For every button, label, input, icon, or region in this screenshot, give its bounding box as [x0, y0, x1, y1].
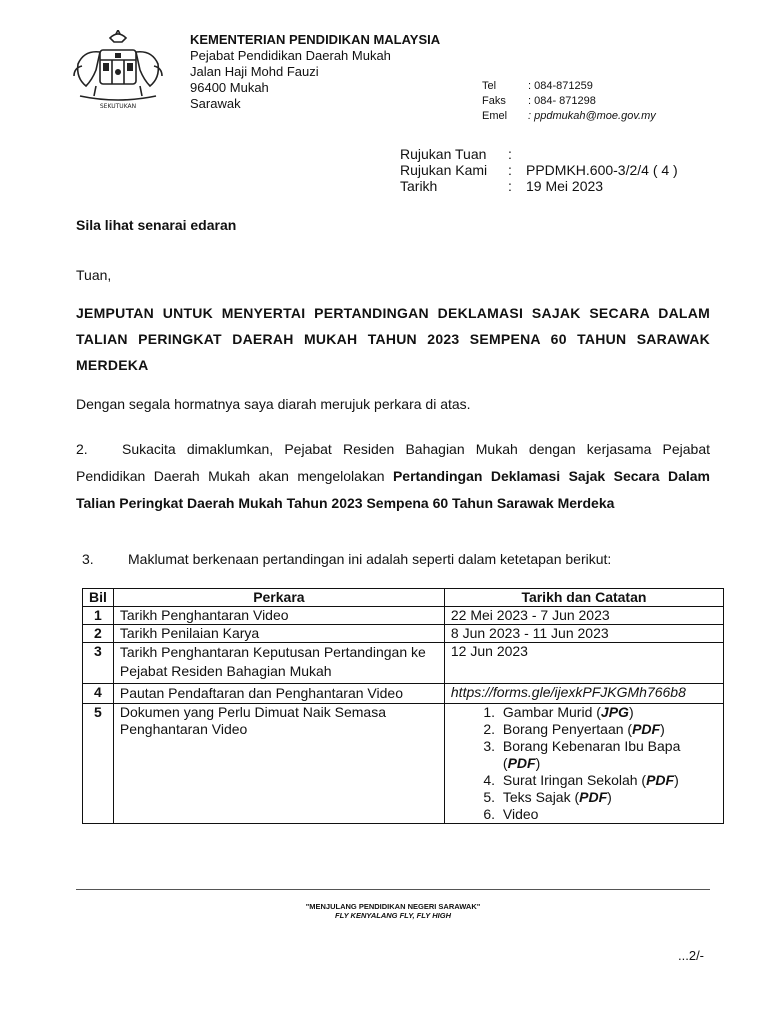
- list-item: 2. Borang Penyertaan (PDF): [499, 721, 717, 738]
- row-item: Tarikh Penilaian Karya: [113, 625, 444, 643]
- row-item: Tarikh Penghantaran Video: [113, 607, 444, 625]
- office-name: Pejabat Pendidikan Daerah Mukah: [190, 48, 391, 63]
- contact-label: Tel: [482, 80, 497, 92]
- footer-motto: [76, 902, 710, 920]
- paragraph-number: 2.: [76, 441, 88, 457]
- row-number: 5: [83, 704, 114, 824]
- page-continuation: ...2/-: [678, 948, 705, 963]
- document-name: Video: [502, 806, 539, 822]
- recipient-line: Sila lihat senarai edaran: [76, 217, 237, 233]
- table-row: [83, 607, 724, 625]
- table-row: [83, 704, 724, 824]
- list-item: 1. Gambar Murid (JPG): [499, 704, 717, 721]
- email-link[interactable]: : ppdmukah@moe.gov.my: [528, 110, 656, 122]
- reference-row: [400, 178, 678, 194]
- reference-label: Rujukan Kami: [400, 162, 488, 178]
- footer-divider: [76, 889, 710, 890]
- row-item: Pautan Pendaftaran dan Penghantaran Video: [113, 684, 444, 704]
- list-item: 3. Borang Kebenaran Ibu Bapa (PDF): [499, 738, 717, 772]
- paragraph-bold-text: Pertandingan Deklamasi Sajak Secara Dalam Talian Peringkat Daerah Mukah Tahun 2023 Sempena 60 Tahun Sarawak Merdeka: [76, 468, 710, 511]
- address-line: Sarawak: [190, 96, 241, 111]
- column-header-perkara: Perkara: [113, 589, 444, 607]
- ministry-name: KEMENTERIAN PENDIDIKAN MALAYSIA: [190, 32, 441, 47]
- list-item: 5. Teks Sajak (PDF): [499, 789, 717, 806]
- contact-row: [482, 109, 656, 124]
- row-number: 4: [83, 684, 114, 704]
- salutation: Tuan,: [76, 267, 112, 283]
- paragraph-text: Maklumat berkenaan pertandingan ini adalah seperti dalam ketetapan berikut:: [128, 551, 612, 567]
- reference-row: [400, 146, 678, 162]
- contact-label: Faks: [482, 95, 506, 107]
- table-row: [83, 625, 724, 643]
- document-name: Gambar Murid: [502, 704, 593, 720]
- reference-label: Tarikh: [400, 178, 438, 194]
- address-line: 96400 Mukah: [190, 80, 269, 95]
- list-item: [499, 806, 717, 823]
- contact-value: : 084-871259: [528, 80, 593, 92]
- reference-colon: :: [508, 178, 512, 194]
- document-name: Borang Penyertaan: [502, 721, 624, 737]
- table-row: [83, 684, 724, 704]
- row-item: Tarikh Penghantaran Keputusan Pertandingan ke Pejabat Residen Bahagian Mukah: [113, 643, 444, 684]
- paragraph-1: Dengan segala hormatnya saya diarah merujuk perkara di atas.: [76, 396, 471, 412]
- table-header-row: [83, 589, 724, 607]
- paragraph-number: 3.: [82, 551, 94, 567]
- contact-row: [482, 94, 656, 109]
- row-number: 3: [83, 643, 114, 684]
- svg-text:SEKUTUKAN: SEKUTUKAN: [99, 103, 137, 110]
- reference-colon: :: [508, 162, 512, 178]
- document-name: Borang Kebenaran Ibu Bapa: [502, 738, 681, 754]
- row-item: Dokumen yang Perlu Dimuat Naik Semasa Penghantaran Video: [113, 704, 444, 824]
- reference-colon: :: [508, 146, 512, 162]
- row-note: 22 Mei 2023 - 7 Jun 2023: [444, 607, 723, 625]
- row-note: 8 Jun 2023 - 11 Jun 2023: [444, 625, 723, 643]
- row-number: 2: [83, 625, 114, 643]
- address-line: Jalan Haji Mohd Fauzi: [190, 64, 319, 79]
- document-format: PDF: [632, 721, 661, 737]
- competition-details-table: [82, 588, 724, 824]
- reference-label: Rujukan Tuan: [400, 146, 487, 162]
- document-list: [451, 704, 717, 823]
- document-name: Teks Sajak: [502, 789, 571, 805]
- paragraph-text: Sukacita dimaklumkan, Pejabat Residen Bahagian Mukah dengan kerjasama Pejabat Pendidikan Daerah Mukah akan mengelolakan: [76, 441, 710, 484]
- motto-line: "MENJULANG PENDIDIKAN NEGERI SARAWAK": [305, 902, 481, 911]
- document-format: PDF: [646, 772, 675, 788]
- registration-link[interactable]: https://forms.gle/ijexkPFJKGMh766b8: [444, 684, 723, 704]
- letterhead-address: [190, 32, 440, 112]
- paragraph-2: [76, 436, 710, 517]
- row-number: 1: [83, 607, 114, 625]
- reference-value: PPDMKH.600-3/2/4 ( 4 ): [526, 162, 678, 178]
- reference-row: [400, 162, 678, 178]
- tagline-line: FLY KENYALANG FLY, FLY HIGH: [335, 911, 451, 920]
- row-note: 12 Jun 2023: [444, 643, 723, 684]
- reference-block: [400, 146, 678, 194]
- document-format: JPG: [600, 704, 629, 720]
- contact-label: Emel: [482, 110, 508, 122]
- contact-info: [482, 79, 656, 124]
- contact-row: [482, 79, 656, 94]
- reference-value: 19 Mei 2023: [526, 178, 604, 194]
- document-format: PDF: [507, 755, 536, 771]
- contact-value: : 084- 871298: [528, 95, 596, 107]
- letter-subject: JEMPUTAN UNTUK MENYERTAI PERTANDINGAN DEKLAMASI SAJAK SECARA DALAM TALIAN PERINGKAT DAERAH MUKAH TAHUN 2023 SEMPENA 60 TAHUN SARAWAK MERDEKA: [76, 305, 710, 373]
- column-header-catatan: Tarikh dan Catatan: [444, 589, 723, 607]
- table-row: [83, 643, 724, 684]
- list-item: 4. Surat Iringan Sekolah (PDF): [499, 772, 717, 789]
- document-format: PDF: [579, 789, 608, 805]
- paragraph-3: [82, 551, 611, 567]
- column-header-bil: Bil: [83, 589, 114, 607]
- row-note: [444, 704, 723, 824]
- coat-of-arms-icon: [70, 30, 166, 110]
- document-name: Surat Iringan Sekolah: [502, 772, 638, 788]
